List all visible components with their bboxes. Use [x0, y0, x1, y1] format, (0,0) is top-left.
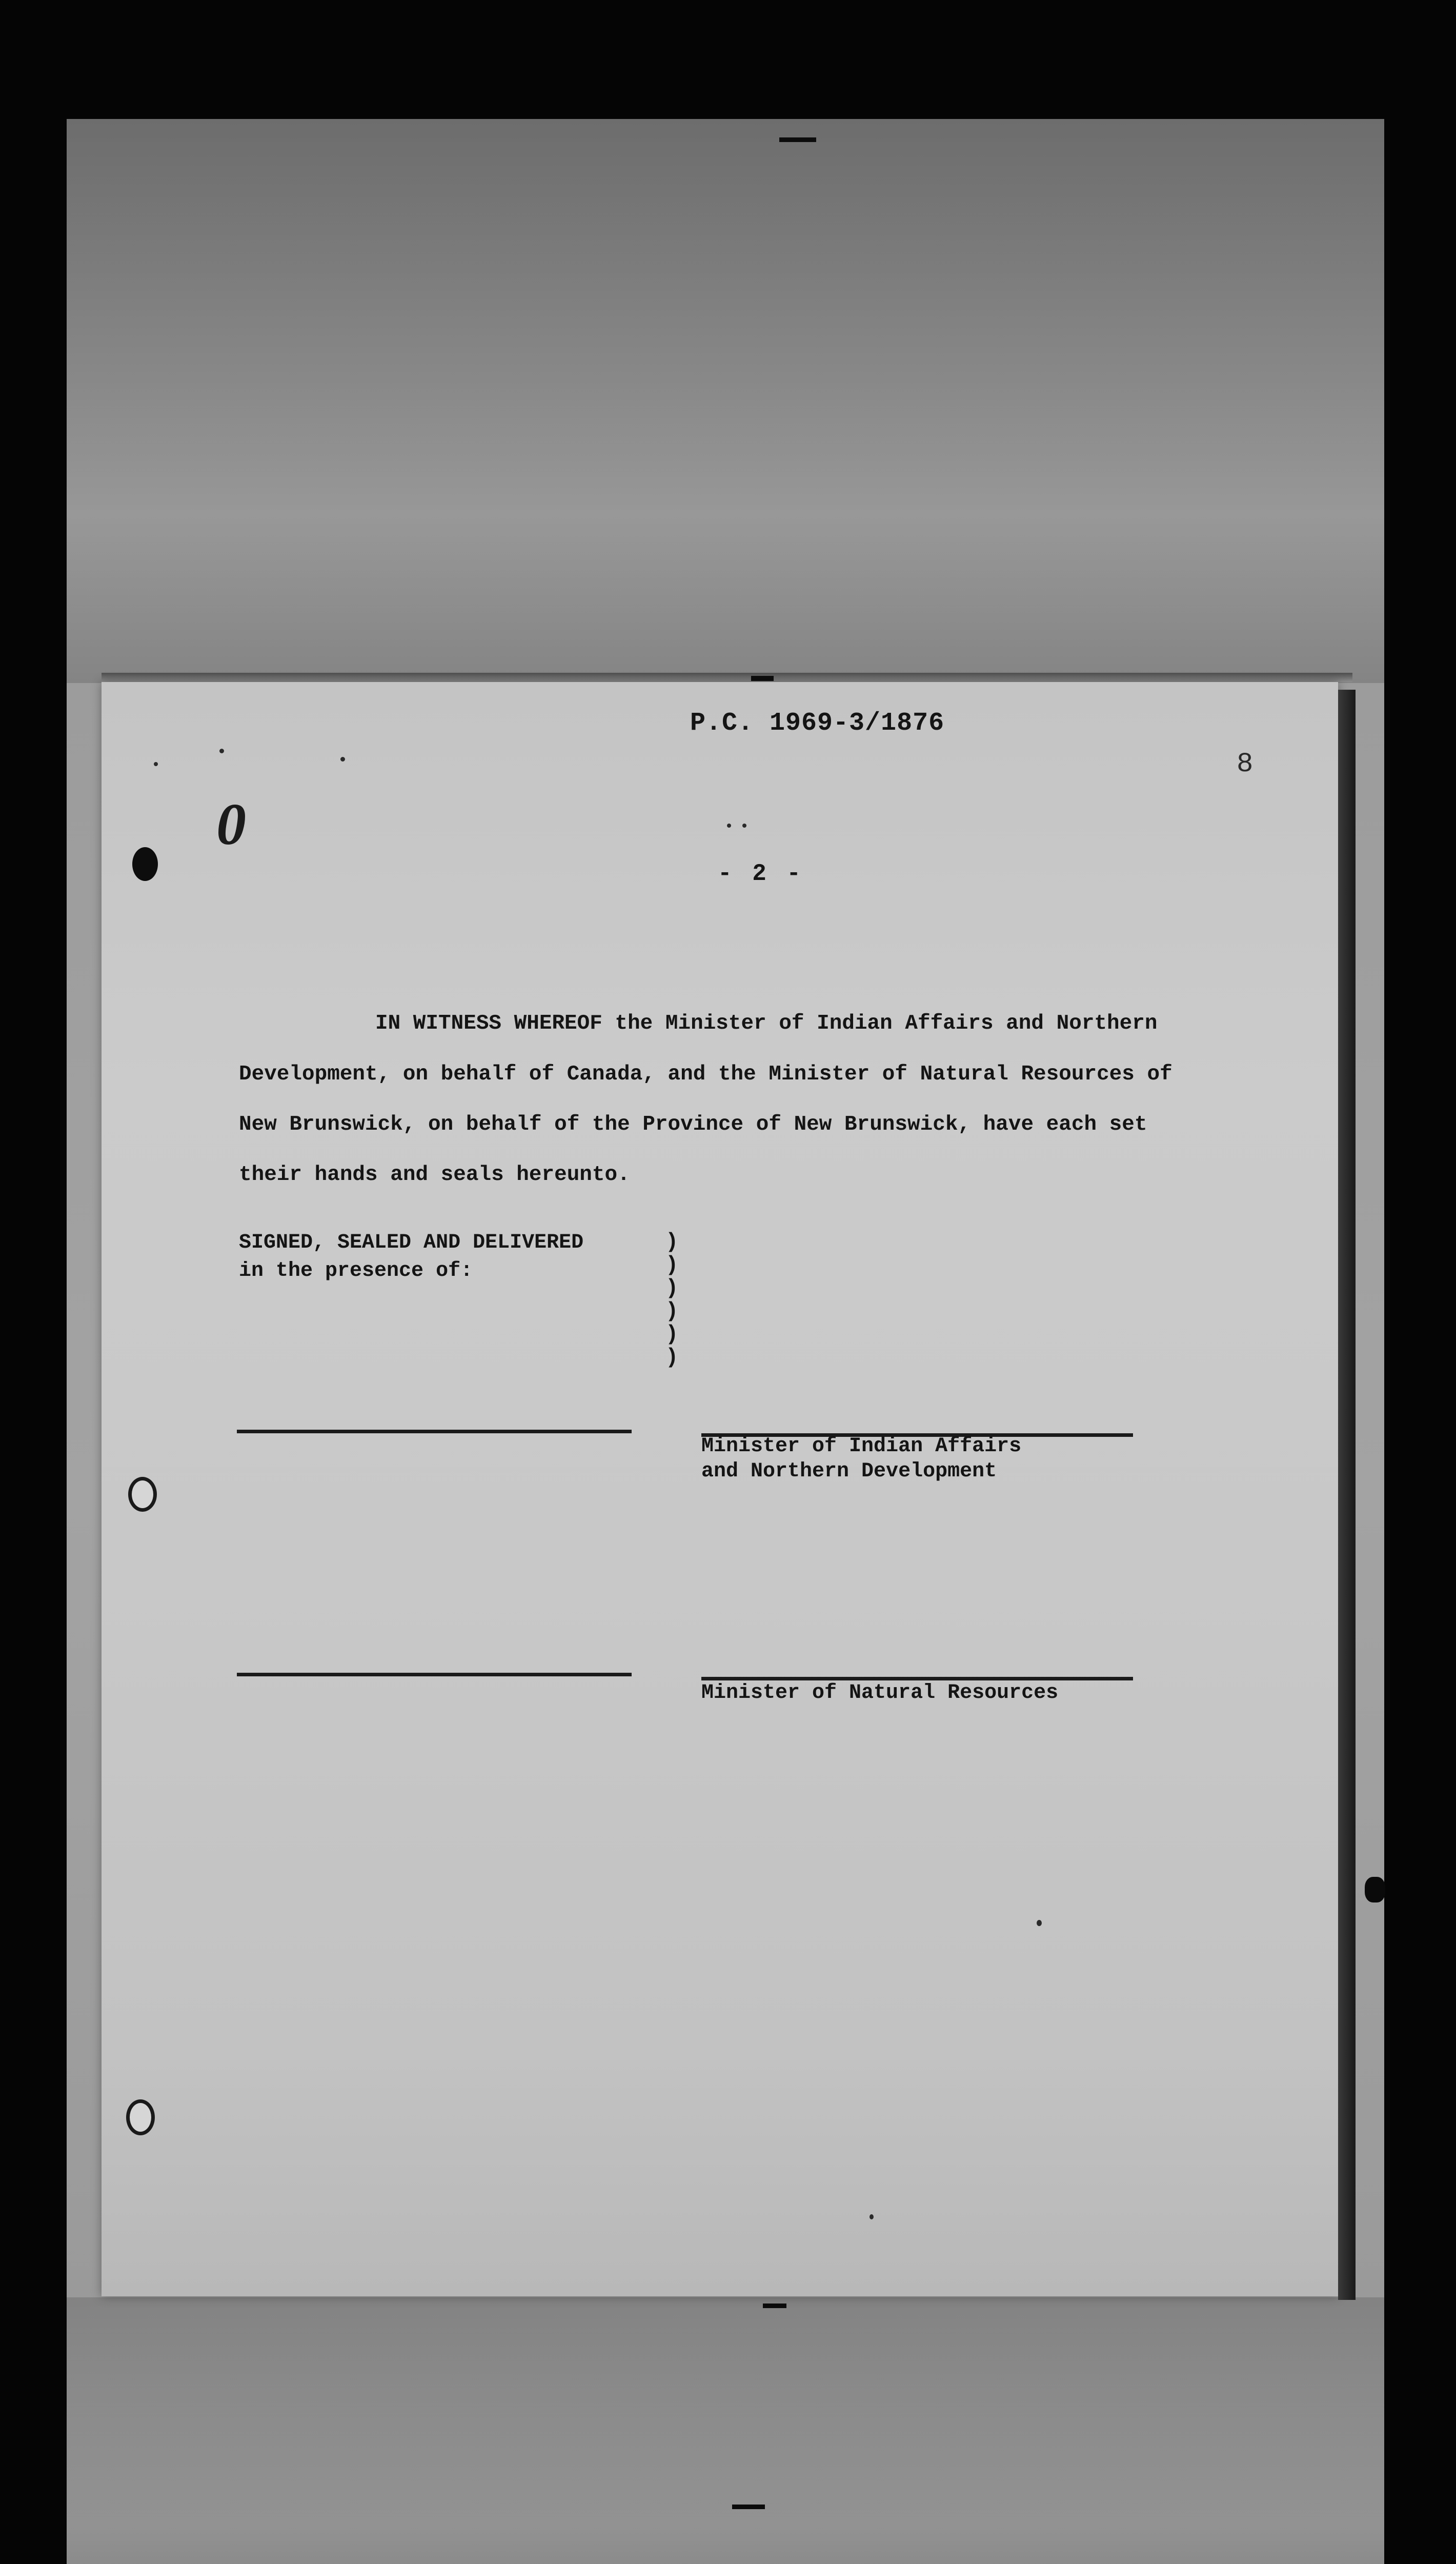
film-edge-blot [1365, 1877, 1385, 1902]
witness-signature-line [237, 1673, 632, 1676]
film-scratch-mark [779, 137, 816, 142]
punch-hole-icon [128, 1477, 157, 1512]
minister-signature-line [701, 1677, 1133, 1680]
dust-spot [154, 762, 158, 766]
dust-spot [742, 824, 746, 828]
paper-top-edge [102, 673, 1352, 682]
dust-spot [1037, 1920, 1042, 1926]
order-number: P.C. 1969-3/1876 [690, 709, 945, 738]
dust-spot [219, 749, 224, 753]
film-top-shadow [67, 119, 1384, 683]
dust-spot [869, 2214, 874, 2219]
paper-right-edge [1338, 690, 1356, 2300]
paragraph-line: IN WITNESS WHEREOF the Minister of Indian Affairs and Northern [375, 1012, 1158, 1035]
bracket-column: ) ) ) ) ) ) [665, 1230, 679, 1370]
signature-caption: Minister of Natural Resources [701, 1681, 1059, 1705]
film-bottom-shadow [67, 2297, 1384, 2564]
signature-caption: and Northern Development [701, 1460, 997, 1483]
paragraph-line: their hands and seals hereunto. [239, 1163, 630, 1187]
page-indicator: - 2 - [718, 860, 804, 887]
paragraph-line: New Brunswick, on behalf of the Province of New Brunswick, have each set [239, 1113, 1147, 1136]
witness-signature-line [237, 1430, 632, 1433]
punch-hole-blot [132, 847, 158, 881]
signed-label: SIGNED, SEALED AND DELIVERED [239, 1231, 584, 1254]
dust-spot [340, 757, 345, 762]
presence-label: in the presence of: [239, 1259, 473, 1283]
handwritten-mark: 0 [216, 792, 246, 857]
signature-caption: Minister of Indian Affairs [701, 1435, 1022, 1458]
film-scratch-mark [732, 2505, 765, 2509]
punch-hole-icon [126, 2099, 155, 2135]
page-mark: 8 [1237, 749, 1253, 780]
document-page [102, 682, 1338, 2296]
dust-spot [727, 824, 731, 828]
film-scratch-mark [751, 676, 774, 681]
film-scratch-mark [763, 2303, 786, 2308]
paragraph-line: Development, on behalf of Canada, and the Minister of Natural Resources of [239, 1063, 1172, 1086]
